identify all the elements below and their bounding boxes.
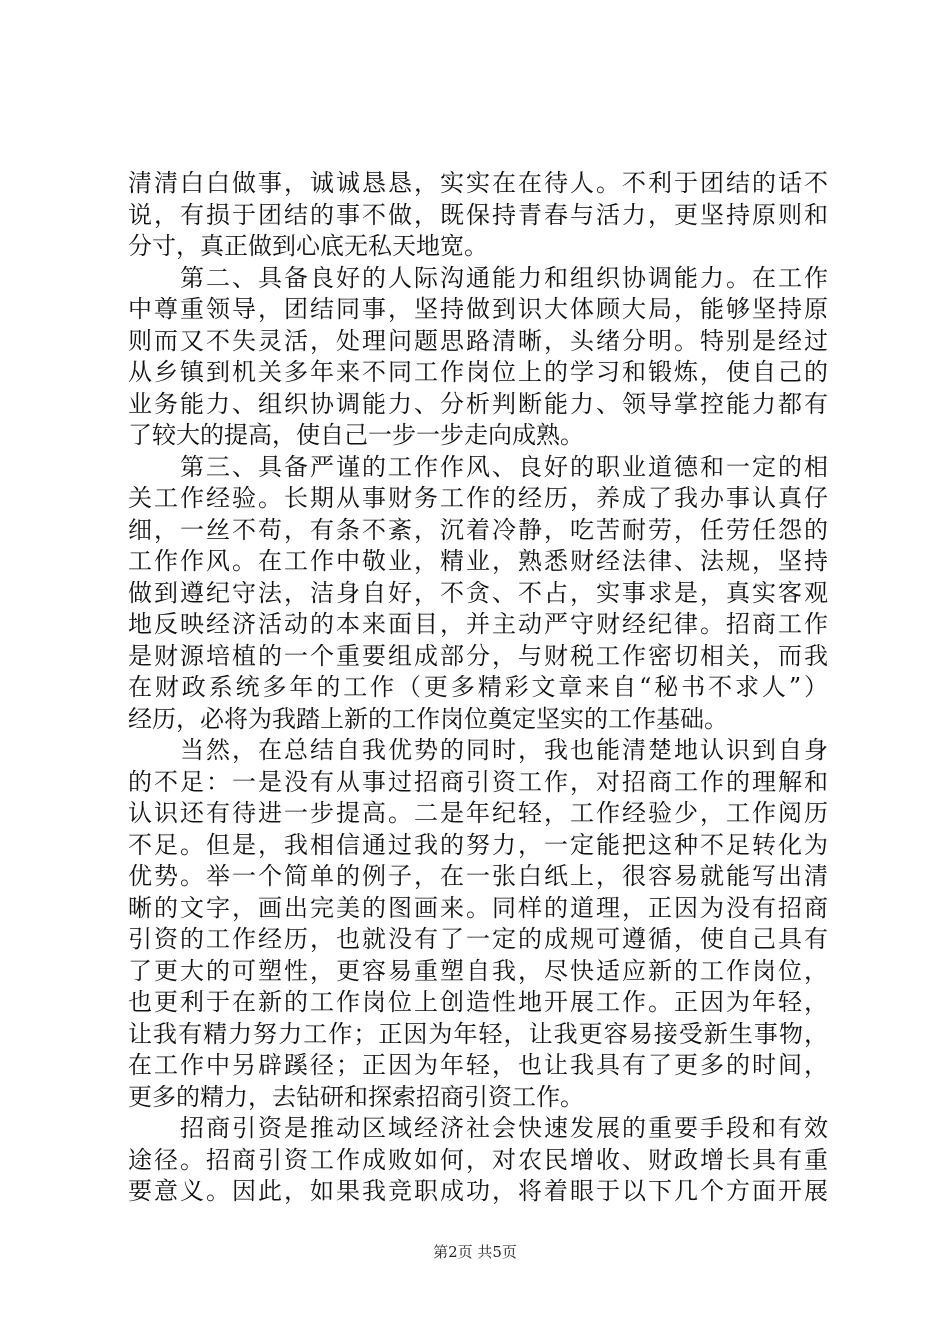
text-line: 让我有精力努力工作；正因为年轻，让我更容易接受新生事物， [128,1019,828,1048]
page-footer: 第2页 共5页 [433,1243,517,1261]
text-line: 关工作经验。长期从事财务工作的经历，养成了我办事认真仔 [128,484,828,512]
text-line: 也更利于在新的工作岗位上创造性地开展工作。正因为年轻， [128,988,828,1016]
text-line: 晰的文字，画出完美的图画来。同样的道理，正因为没有招商 [128,893,828,922]
text-line: 招商引资是推动区域经济社会快速发展的重要手段和有效 [180,1114,828,1142]
text-line: 从乡镇到机关多年来不同工作岗位上的学习和锻炼，使自己的 [128,358,828,386]
text-line: 地反映经济活动的本来面目，并主动严守财经纪律。招商工作 [128,610,828,638]
text-line: 分寸，真正做到心底无私天地宽。 [128,232,488,260]
text-line: 是财源培植的一个重要组成部分，与财税工作密切相关，而我 [128,641,828,670]
text-line: 则而又不失灵活，处理问题思路清晰，头绪分明。特别是经过 [128,326,828,355]
text-line: 不足。但是，我相信通过我的努力，一定能把这种不足转化为 [128,830,828,859]
text-line: 更多的精力，去钻研和探索招商引资工作。 [128,1082,584,1111]
text-line: 引资的工作经历，也就没有了一定的成规可遵循，使自己具有 [128,925,828,953]
text-line: 业务能力、组织协调能力、分析判断能力、领导掌控能力都有 [128,389,828,418]
text-line: 第三、具备严谨的工作作风、良好的职业道德和一定的相 [180,452,828,481]
text-line: 途径。招商引资工作成败如何，对农民增收、财政增长具有重 [128,1145,828,1174]
text-line: 清清白白做事，诚诚恳恳，实实在在待人。不利于团结的话不 [128,169,828,197]
text-line: 了更大的可塑性，更容易重塑自我，尽快适应新的工作岗位， [128,956,828,985]
text-line: 做到遵纪守法，洁身自好，不贪、不占，实事求是，真实客观 [128,578,828,607]
document-body [128,168,828,1208]
text-line: 的不足：一是没有从事过招商引资工作，对招商工作的理解和 [128,767,828,796]
text-line: 在工作中另辟蹊径；正因为年轻，也让我具有了更多的时间， [128,1051,828,1079]
text-line: 第二、具备良好的人际沟通能力和组织协调能力。在工作 [180,263,828,292]
text-line: 优势。举一个简单的例子，在一张白纸上，很容易就能写出清 [128,862,828,890]
text-line: 当然，在总结自我优势的同时，我也能清楚地认识到自身 [180,736,828,764]
text-line: 要意义。因此，如果我竞职成功，将着眼于以下几个方面开展 [128,1177,828,1205]
text-line: 说，有损于团结的事不做，既保持青春与活力，更坚持原则和 [128,200,828,229]
text-line: 工作作风。在工作中敬业，精业，熟悉财经法律、法规，坚持 [128,547,828,575]
text-line: 细，一丝不苟，有条不紊，沉着冷静，吃苦耐劳，任劳任怨的 [128,515,828,544]
text-line: 认识还有待进一步提高。二是年纪轻，工作经验少，工作阅历 [128,799,828,827]
text-line: 中尊重领导，团结同事，坚持做到识大体顾大局，能够坚持原 [128,295,828,323]
text-line: 了较大的提高，使自己一步一步走向成熟。 [128,421,584,449]
text-line: 在财政系统多年的工作（更多精彩文章来自“秘书不求人”） [128,673,828,701]
text-line: 经历，必将为我踏上新的工作岗位奠定坚实的工作基础。 [128,704,728,733]
